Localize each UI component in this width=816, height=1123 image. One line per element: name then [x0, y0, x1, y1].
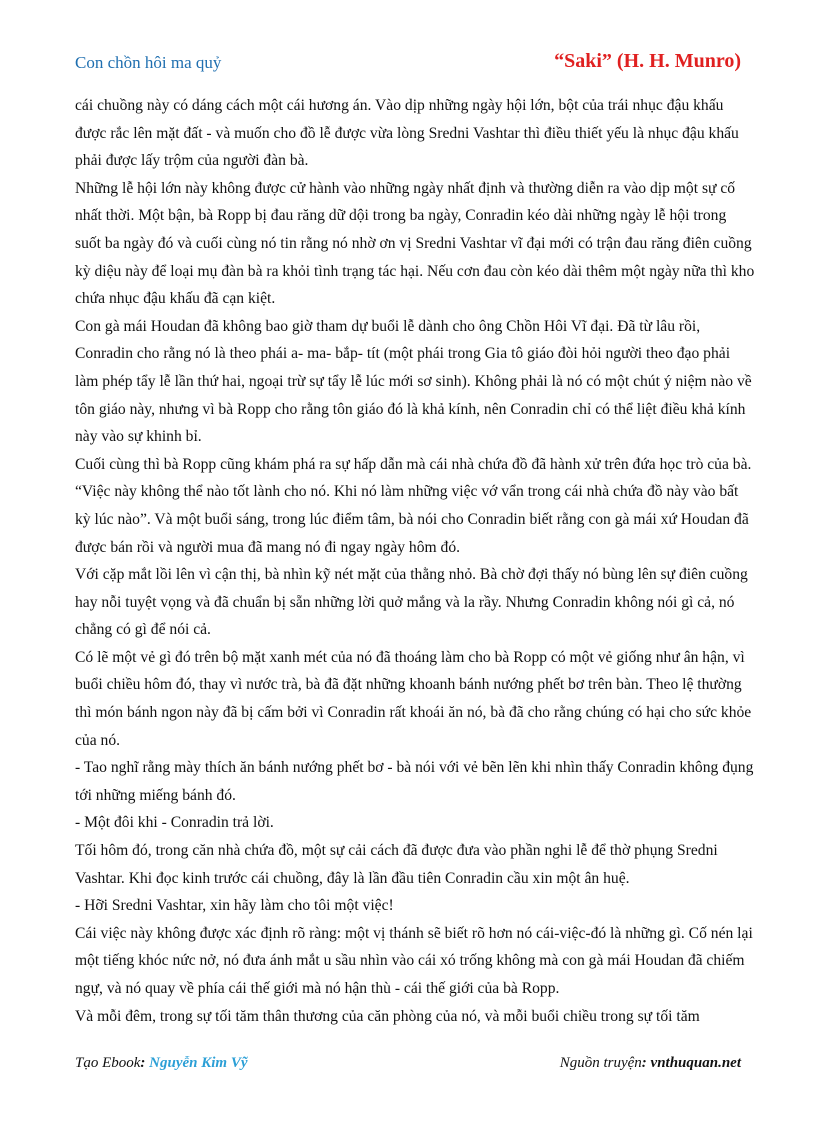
paragraph: - Tao nghĩ rằng mày thích ăn bánh nướng phết bơ - bà nói với vẻ bẽn lẽn khi nhìn thấy Conradin không đụng tới những miếng bánh đó.: [75, 759, 754, 804]
paragraph: Con gà mái Houdan đã không bao giờ tham dự buổi lễ dành cho ông Chồn Hôi Vĩ đại. Đã từ lâu rồi, Conradin cho rằng nó là theo phái a- ma- bắp- tít (một phái trong Gia tô giáo đòi hỏi người theo đạo phải làm phép tẩy lễ lần thứ hai, ngoại trừ sự tẩy lễ lúc mới sơ sinh). Không phải là nó có một chút ý niệm nào về tôn giáo này, nhưng vì bà Ropp cho rằng tôn giáo đó là khả kính, nên Conradin chỉ có thể liệt điều khả kính này vào sự khinh bỉ.: [75, 317, 752, 446]
ebook-creator-name: Nguyễn Kim Vỹ: [149, 1055, 248, 1071]
paragraph: Cuối cùng thì bà Ropp cũng khám phá ra sự hấp dẫn mà cái nhà chứa đồ đã hành xử trên đứa học trò của bà. “Việc này không thể nào tốt lành cho nó. Khi nó làm những việc vớ vẩn trong cái nhà chứa đồ này vào bất kỳ lúc nào”. Và một buổi sáng, trong lúc điểm tâm, bà nói cho Conradin biết rằng con gà mái xứ Houdan đã được bán rồi và người mua đã mang nó đi ngay ngày hôm đó.: [75, 455, 752, 556]
source-credit-label: Nguồn truyện: [559, 1055, 642, 1071]
ebook-credit: [75, 1055, 248, 1072]
page-footer: [75, 1055, 741, 1077]
source-credit: [560, 1055, 741, 1072]
page-header: [75, 50, 741, 78]
paragraph: Có lẽ một vẻ gì đó trên bộ mặt xanh mét của nó đã thoáng làm cho bà Ropp có một vẻ giống như ân hận, vì buổi chiều hôm đó, thay vì nước trà, bà đã đặt những khoanh bánh nướng phết bơ trên bàn. Theo lệ thường thì món bánh ngon này đã bị cấm bởi vì Conradin rất khoái ăn nó, bà đã cho rằng chúng có hại cho sức khỏe của nó.: [75, 648, 752, 749]
paragraph: - Hỡi Sredni Vashtar, xin hãy làm cho tôi một việc!: [75, 897, 394, 915]
book-title: Con chồn hôi ma quỷ: [75, 53, 222, 72]
ebook-credit-colon: :: [140, 1055, 150, 1071]
source-site: vnthuquan.net: [650, 1055, 741, 1071]
paragraph: Cái việc này không được xác định rõ ràng: một vị thánh sẽ biết rõ hơn nó cái-việc-đó là những gì. Cố nén lại một tiếng khóc nức nở, nó đưa ánh mắt u sầu nhìn vào cái xó trống không mà con gà mái Houdan đã chiếm ngự, và nó quay về phía cái thế giới mà nó hận thù - cái thế giới của bà Ropp.: [75, 924, 753, 997]
paragraph: - Một đôi khi - Conradin trả lời.: [75, 814, 274, 832]
source-credit-colon: :: [641, 1055, 651, 1071]
paragraph: Với cặp mắt lồi lên vì cận thị, bà nhìn kỹ nét mặt của thằng nhỏ. Bà chờ đợi thấy nó bùng lên sự điên cuồng hay nỗi tuyệt vọng và đã chuẩn bị sẵn những lời quở mắng và la rầy. Nhưng Conradin không nói gì cả, nó chẳng có gì để nói cả.: [75, 566, 748, 639]
body-text: [75, 92, 755, 1030]
author-name: “Saki” (H. H. Munro): [554, 50, 741, 72]
paragraph: Và mỗi đêm, trong sự tối tăm thân thương của căn phòng của nó, và mỗi buổi chiều trong sự tối tăm: [75, 1007, 700, 1025]
paragraph: Tối hôm đó, trong căn nhà chứa đồ, một sự cải cách đã được đưa vào phần nghi lễ để thờ phụng Sredni Vashtar. Khi đọc kinh trước cái chuồng, đây là lần đầu tiên Conradin cầu xin một ân huệ.: [75, 842, 718, 887]
paragraph: Những lễ hội lớn này không được cử hành vào những ngày nhất định và thường diễn ra vào dịp một sự cố nhất thời. Một bận, bà Ropp bị đau răng dữ dội trong ba ngày, Conradin kéo dài những ngày lễ hội trong suốt ba ngày đó và cuối cùng nó tin rằng nó nhờ ơn vị Sredni Vashtar vĩ đại mới có trận đau răng điên cuồng kỳ diệu này để loại mụ đàn bà ra khỏi tình trạng tác hại. Nếu cơn đau còn kéo dài thêm một ngày nữa thì kho chứa nhục đậu khấu đã cạn kiệt.: [75, 179, 755, 308]
paragraph: cái chuồng này có dáng cách một cái hương án. Vào dịp những ngày hội lớn, bột của trái nhục đậu khấu được rắc lên mặt đất - và muốn cho đồ lễ được vừa lòng Sredni Vashtar thì điều thiết yếu là nhục đậu khấu phải được lấy trộm của người đàn bà.: [75, 97, 739, 170]
ebook-credit-label: Tạo Ebook: [75, 1055, 141, 1071]
